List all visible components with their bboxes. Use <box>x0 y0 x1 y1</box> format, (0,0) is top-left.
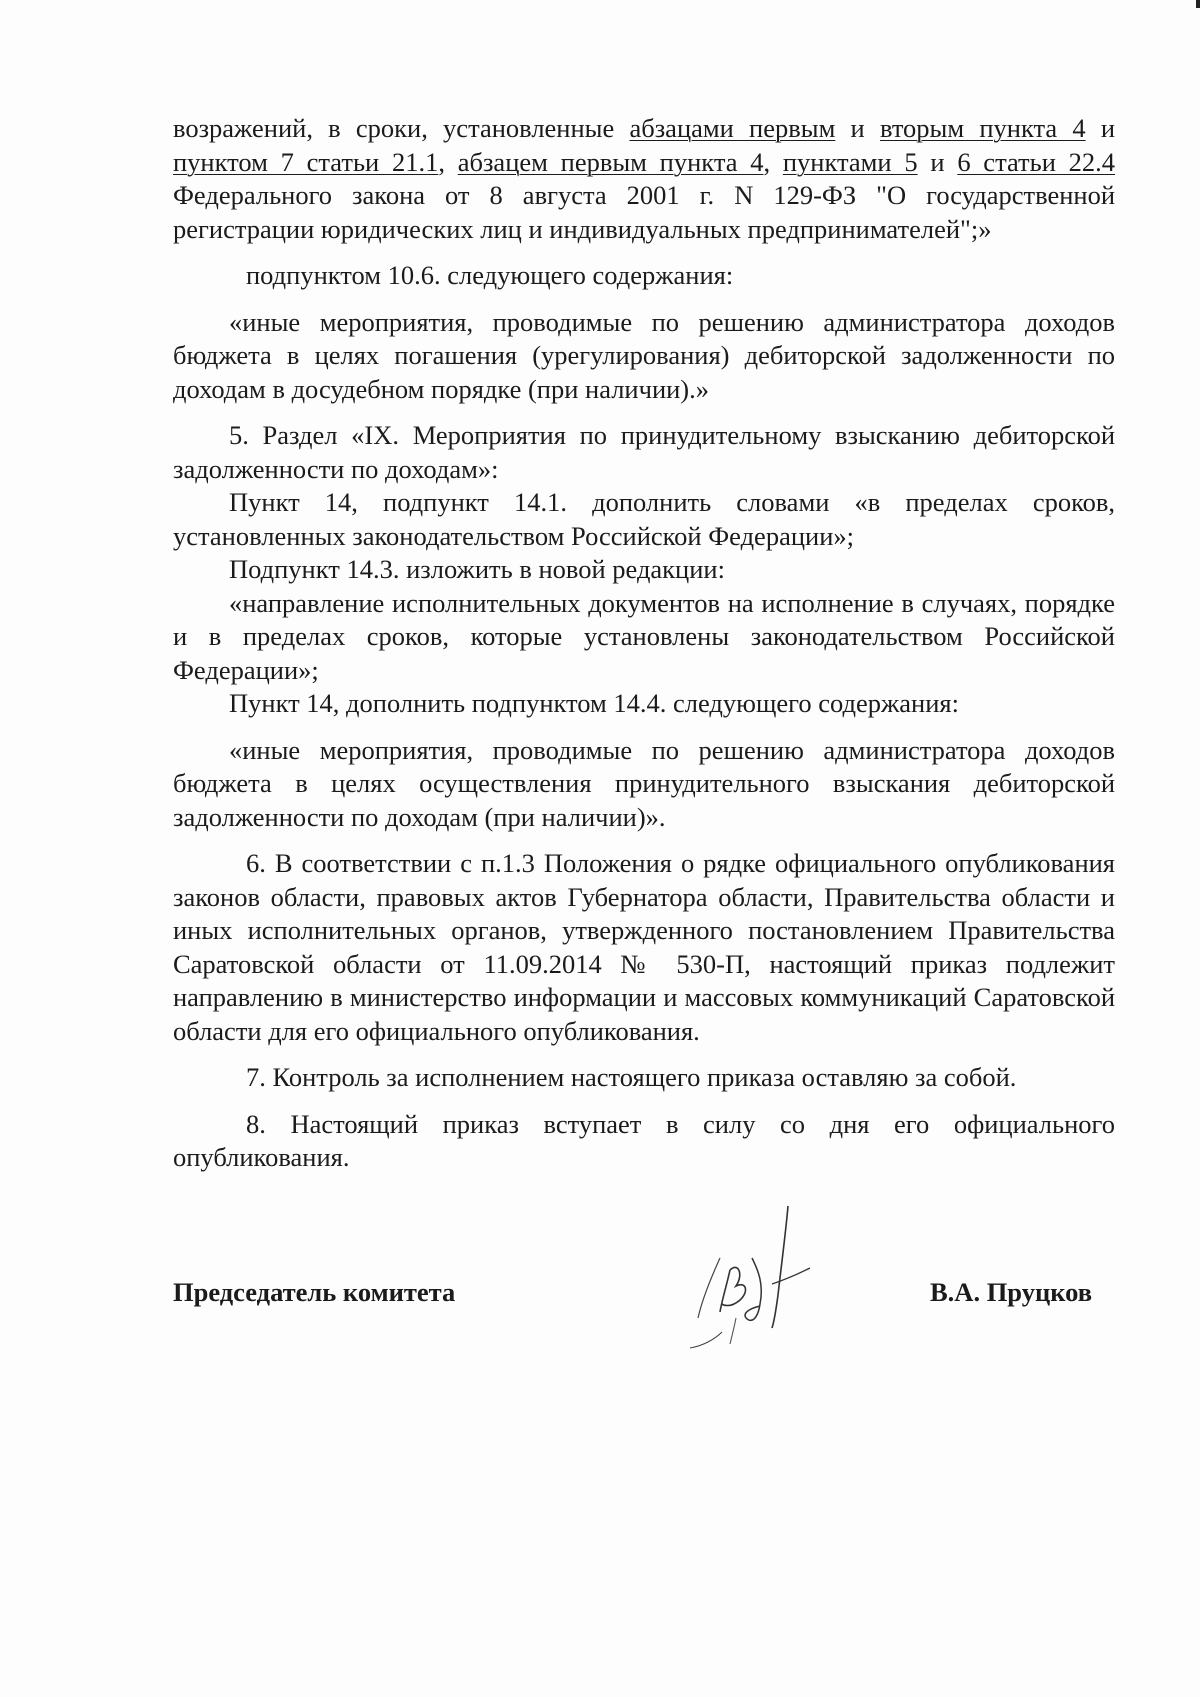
text-fragment: Федерального закона от 8 августа 2001 г. N 129-ФЗ "О государственной регистрации юридических лиц и индивидуальных предпринимателей";» <box>173 180 1115 244</box>
handwritten-signature <box>660 1200 840 1370</box>
legal-link-items5[interactable]: пунктами 5 <box>782 146 918 177</box>
paragraph-item-6-publication: 6. В соответствии с п.1.3 Положения о рядке официального опубликования законов области, правовых актов Губернатора области, Правительства области и иных исполнительных органов, утвержденного постановлением Правительства Саратовской области от 11.09.2014 № 530-П, настоящий приказ подлежит направлению в министерство информации и массовых коммуникаций Саратовской области для его официального опубликования. <box>173 848 1115 1046</box>
paragraph-item-14-1: Пункт 14, подпункт 14.1. дополнить словами «в пределах сроков, установленных законодательством Российской Федерации»; <box>173 487 1115 551</box>
text-fragment: и <box>1085 113 1116 143</box>
paragraph-quote-10-6: «иные мероприятия, проводимые по решению администратора доходов бюджета в целях погашения (урегулирования) дебиторской задолженности по доходам в досудебном порядке (при наличии).» <box>173 306 1115 404</box>
legal-link-first-paragraphs[interactable]: абзацами первым <box>629 113 836 143</box>
paragraph-section-9: 5. Раздел «IX. Мероприятия по принудительному взысканию дебиторской задолженности по доходам»: <box>173 420 1115 484</box>
legal-link-item7-article21[interactable]: пунктом 7 статьи 21.1 <box>173 146 439 177</box>
paragraph-objections <box>173 112 1115 246</box>
text-fragment: и <box>835 113 880 143</box>
paragraph-quote-14-4: «иные мероприятия, проводимые по решению администратора доходов бюджета в целях осуществления принудительного взыскания дебиторской задолженности по доходам (при наличии)». <box>173 734 1115 832</box>
signatory-title: Председатель комитета <box>173 1277 456 1307</box>
document-body <box>173 112 1115 1175</box>
paragraph-item-8-effect: 8. Настоящий приказ вступает в силу со дня его официального опубликования. <box>173 1108 1115 1172</box>
text-fragment: возражений, в сроки, установленные <box>173 113 630 143</box>
paragraph-subitem-10-6: подпунктом 10.6. следующего содержания: <box>246 260 734 290</box>
text-fragment: , <box>763 146 783 177</box>
legal-link-second-item4[interactable]: вторым пункта 4 <box>879 113 1086 143</box>
paragraph-item-7-control: 7. Контроль за исполнением настоящего приказа оставляю за собой. <box>246 1062 1017 1092</box>
legal-link-first-paragraph-item4[interactable]: абзацем первым пункта 4 <box>457 146 764 177</box>
signatory-name: В.А. Пруцков <box>930 1277 1093 1307</box>
paragraph-quote-14-3: «направление исполнительных документов на исполнение в случаях, порядке и в пределах сроков, которые установлены законодательством Российской Федерации»; <box>173 587 1115 685</box>
text-fragment: , <box>438 146 458 177</box>
text-fragment: и <box>917 146 958 177</box>
scan-edge-mark <box>1196 0 1200 8</box>
legal-link-6-article22[interactable]: 6 статьи 22.4 <box>957 146 1116 177</box>
paragraph-item-14-4: Пункт 14, дополнить подпунктом 14.4. следующего содержания: <box>229 688 959 718</box>
paragraph-item-14-3: Подпункт 14.3. изложить в новой редакции: <box>229 554 725 584</box>
